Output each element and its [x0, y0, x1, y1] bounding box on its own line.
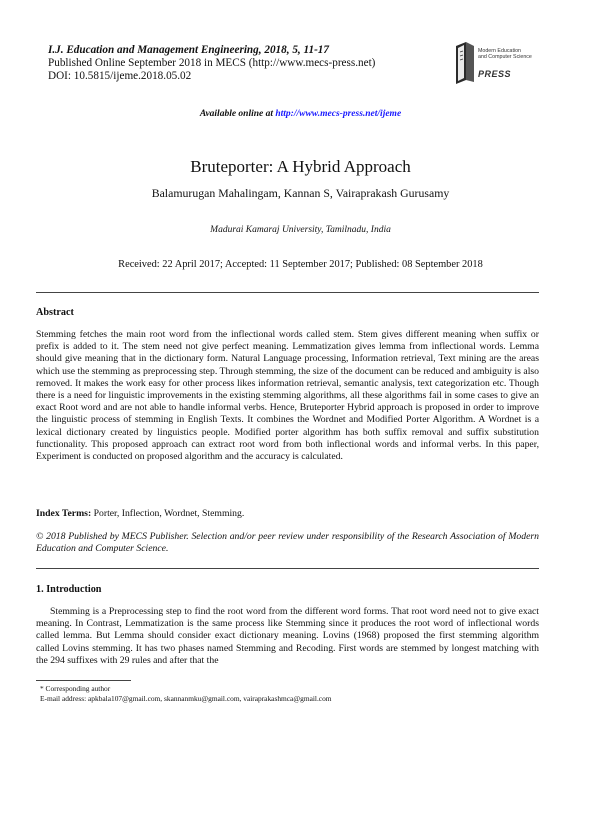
doi-line: DOI: 10.5815/ijeme.2018.05.02	[48, 70, 192, 82]
mecs-press-logo	[452, 40, 547, 88]
divider-top	[36, 292, 539, 293]
journal-header	[48, 44, 375, 83]
index-terms-value: Porter, Inflection, Wordnet, Stemming.	[93, 508, 245, 519]
book-icon	[452, 40, 478, 84]
introduction-heading: 1. Introduction	[36, 584, 102, 595]
footnote-divider	[36, 680, 131, 681]
journal-issue: 2018, 5, 11-17	[264, 44, 329, 56]
footnote	[40, 684, 332, 704]
journal-name: I.J. Education and Management Engineering,	[48, 44, 262, 56]
email-addresses: E-mail address: apkbala107@gmail.com, skannanmku@gmail.com, vairaprakashmca@gmail.com	[40, 694, 332, 703]
journal-citation	[48, 44, 375, 57]
paper-dates: Received: 22 April 2017; Accepted: 11 September 2017; Published: 08 September 2018	[118, 259, 483, 270]
index-terms-label: Index Terms:	[36, 508, 92, 519]
paper-affiliation: Madurai Kamaraj University, Tamilnadu, India	[210, 225, 391, 235]
available-online	[0, 109, 601, 119]
divider-bottom	[36, 568, 539, 569]
logo-press: PRESS	[478, 69, 512, 79]
available-prefix: Available online at	[199, 109, 273, 119]
corresponding-author: * Corresponding author	[40, 684, 111, 693]
published-line: Published Online September 2018 in MECS (http://www.mecs-press.net)	[48, 57, 376, 69]
paper-title: Bruteporter: A Hybrid Approach	[190, 157, 411, 176]
paper-authors: Balamurugan Mahalingam, Kannan S, Vairaprakash Gurusamy	[151, 186, 450, 200]
logo-line1: Modern Education	[478, 48, 521, 54]
logo-line2: and Computer Science	[478, 54, 532, 60]
logo-text	[478, 48, 532, 60]
index-terms	[36, 508, 539, 519]
abstract-text: Stemming fetches the main root word from the inflectional words called stem. Stem gives different meaning when suffix or prefix is added to it. The stem need not give perfect meaning. Lemmatization gives lemma from inflectional words. Lemma should give meaning that in the dictionary form. Natural Language processing, Information retrieval, Text mining are the areas which use the stemming as preprocessing step. Through stemming, the size of the document can be reduced and ambiguity is also removed. It makes the work easy for other process likes information retrieval, semantic analysis, text categorization etc. Though there is a need for linguistic improvements in the existing stemming algorithms, all these algorithms fail in some cases to give an exact Root word and are not able to handle informal verbs. Hence, Bruteporter Hybrid approach is proposed in order to improve the linguistic process of stemming in English Texts. It combines the Wordnet and Modified Porter Algorithm. A Wordnet is a lexical dictionary created by linguistics people. Modified porter algorithm has both suffix removal and suffix substitution functionality. This proposed approach can extract root word from both inflectional words and informal verbs. In this paper, Experiment is conducted on proposed algorithm and the accuracy is calculated.	[36, 329, 539, 463]
copyright-notice: © 2018 Published by MECS Publisher. Selection and/or peer review under responsibility of the Research Association of Modern Education and Computer Science.	[36, 531, 539, 555]
journal-url-link[interactable]: http://www.mecs-press.net/ijeme	[275, 109, 402, 119]
abstract-heading: Abstract	[36, 307, 74, 318]
introduction-text: Stemming is a Preprocessing step to find the root word from the different word forms. That root word need not to give exact meaning. In Contrast, Lemmatization is the same process like Stemming since it produces the root word of inflectional words called lemma. But Lemma should consider exact dictionary meaning. Lovins (1968) proposed the first stemming algorithm called Lovins stemming. It has two phases named Stemming and Recoding. First words are stemmed by longest matching with the 294 suffixes with 29 rules and after that the	[36, 606, 539, 666]
